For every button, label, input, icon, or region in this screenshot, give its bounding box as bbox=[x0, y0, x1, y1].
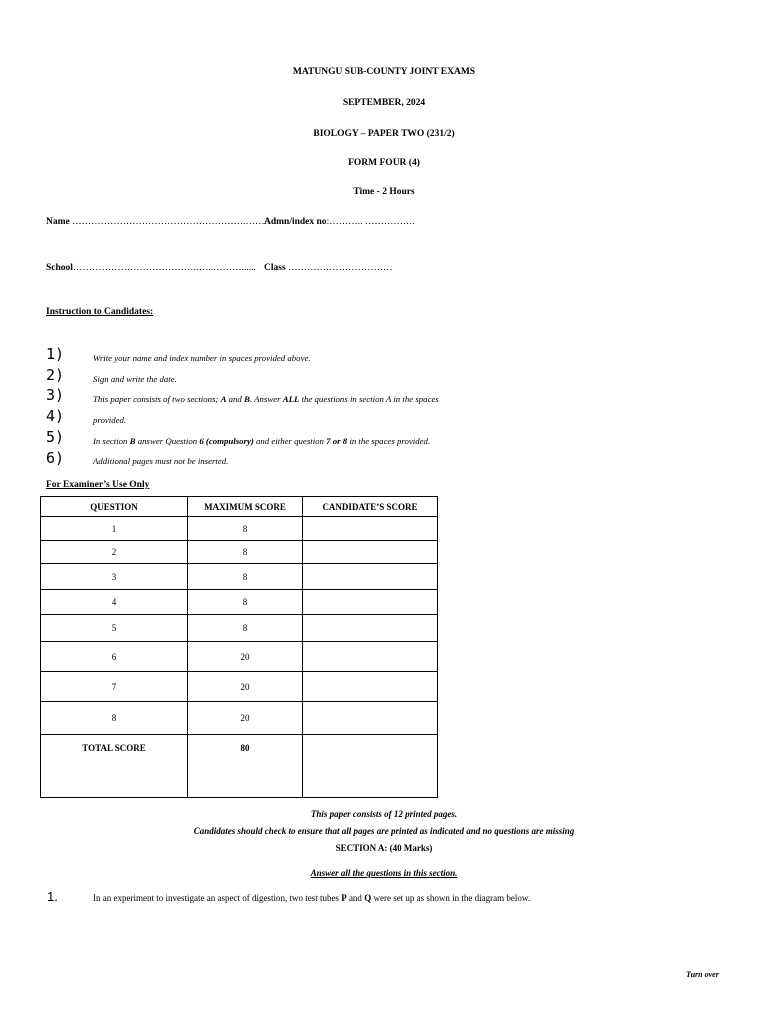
instruction-number: 4) bbox=[46, 407, 65, 425]
instruction-number: 2) bbox=[46, 366, 65, 384]
time-allowed: Time - 2 Hours bbox=[353, 187, 415, 197]
total-candidate-cell[interactable] bbox=[303, 735, 438, 798]
question-cell: 3 bbox=[41, 564, 188, 590]
candidate-score-cell[interactable] bbox=[303, 615, 438, 642]
pages-note: This paper consists of 12 printed pages. bbox=[310, 809, 458, 819]
question-text: In an experiment to investigate an aspect of digestion, two test tubes P and Q were set up as shown in the diagram below. bbox=[93, 893, 531, 903]
question-cell: 6 bbox=[41, 642, 188, 672]
max-score-cell: 8 bbox=[188, 564, 303, 590]
instructions-title: Instruction to Candidates: bbox=[46, 307, 154, 317]
column-header: QUESTION bbox=[41, 497, 188, 517]
candidate-score-cell[interactable] bbox=[303, 564, 438, 590]
school-field[interactable] bbox=[46, 263, 256, 273]
total-row bbox=[41, 735, 438, 798]
school-label: School bbox=[46, 263, 73, 273]
candidate-score-cell[interactable] bbox=[303, 517, 438, 541]
instruction-1: Write your name and index number in spaces provided above. bbox=[93, 353, 311, 363]
question-number: 1. bbox=[47, 889, 58, 904]
max-score-cell: 20 bbox=[188, 642, 303, 672]
total-label: TOTAL SCORE bbox=[41, 735, 188, 798]
question-cell: 8 bbox=[41, 702, 188, 735]
instruction-2: Sign and write the date. bbox=[93, 374, 177, 384]
question-cell: 7 bbox=[41, 672, 188, 702]
score-table bbox=[40, 496, 438, 798]
table-row bbox=[41, 590, 438, 615]
max-score-cell: 8 bbox=[188, 541, 303, 564]
column-header: MAXIMUM SCORE bbox=[188, 497, 303, 517]
admn-dots: :……….. ……………. bbox=[326, 217, 415, 227]
answer-all-note: Answer all the questions in this section. bbox=[310, 868, 458, 878]
table-row bbox=[41, 672, 438, 702]
max-score-cell: 8 bbox=[188, 615, 303, 642]
table-row bbox=[41, 541, 438, 564]
max-score-cell: 8 bbox=[188, 517, 303, 541]
instruction-3: This paper consists of two sections; A and B. Answer ALL the questions in section A in the spaces bbox=[93, 394, 439, 404]
table-row bbox=[41, 517, 438, 541]
exam-title: MATUNGU SUB-COUNTY JOINT EXAMS bbox=[292, 67, 476, 77]
examiner-title: For Examiner’s Use Only bbox=[46, 480, 150, 490]
candidate-score-cell[interactable] bbox=[303, 702, 438, 735]
candidate-score-cell[interactable] bbox=[303, 642, 438, 672]
instruction-6: Additional pages must not be inserted. bbox=[93, 456, 229, 466]
form-level: FORM FOUR (4) bbox=[348, 158, 420, 168]
max-score-cell: 20 bbox=[188, 702, 303, 735]
question-cell: 1 bbox=[41, 517, 188, 541]
name-field[interactable] bbox=[46, 217, 267, 227]
total-value: 80 bbox=[188, 735, 303, 798]
question-cell: 5 bbox=[41, 615, 188, 642]
section-a-heading: SECTION A: (40 Marks) bbox=[335, 843, 433, 853]
instruction-number: 5) bbox=[46, 428, 65, 446]
instruction-4: provided. bbox=[93, 415, 127, 425]
question-cell: 4 bbox=[41, 590, 188, 615]
admn-label: Admn/index no bbox=[264, 217, 327, 227]
instruction-5: In section B answer Question 6 (compulsory) and either question 7 or 8 in the spaces provided. bbox=[93, 436, 431, 446]
admn-field[interactable] bbox=[264, 217, 415, 227]
class-label: Class bbox=[264, 263, 286, 273]
table-row bbox=[41, 642, 438, 672]
name-dots: ……………………………………………….……. bbox=[69, 217, 267, 227]
instruction-number: 1) bbox=[46, 345, 65, 363]
candidate-score-cell[interactable] bbox=[303, 672, 438, 702]
turn-over-note: Turn over bbox=[686, 970, 719, 979]
candidate-score-cell[interactable] bbox=[303, 590, 438, 615]
class-field[interactable] bbox=[264, 263, 393, 273]
name-label: Name bbox=[46, 217, 70, 227]
school-dots: ………………………………….…..………...... bbox=[72, 263, 256, 273]
table-row bbox=[41, 615, 438, 642]
table-row bbox=[41, 702, 438, 735]
exam-date: SEPTEMBER, 2024 bbox=[342, 98, 426, 108]
table-header-row bbox=[41, 497, 438, 517]
table-row bbox=[41, 564, 438, 590]
instruction-number: 6) bbox=[46, 449, 65, 467]
instruction-number: 3) bbox=[46, 386, 65, 404]
question-cell: 2 bbox=[41, 541, 188, 564]
candidate-score-cell[interactable] bbox=[303, 541, 438, 564]
max-score-cell: 8 bbox=[188, 590, 303, 615]
column-header: CANDIDATE’S SCORE bbox=[303, 497, 438, 517]
max-score-cell: 20 bbox=[188, 672, 303, 702]
class-dots: …………………………… bbox=[285, 263, 393, 273]
check-note: Candidates should check to ensure that all pages are printed as indicated and no questions are missing bbox=[193, 826, 575, 836]
paper-title: BIOLOGY – PAPER TWO (231/2) bbox=[313, 129, 455, 139]
